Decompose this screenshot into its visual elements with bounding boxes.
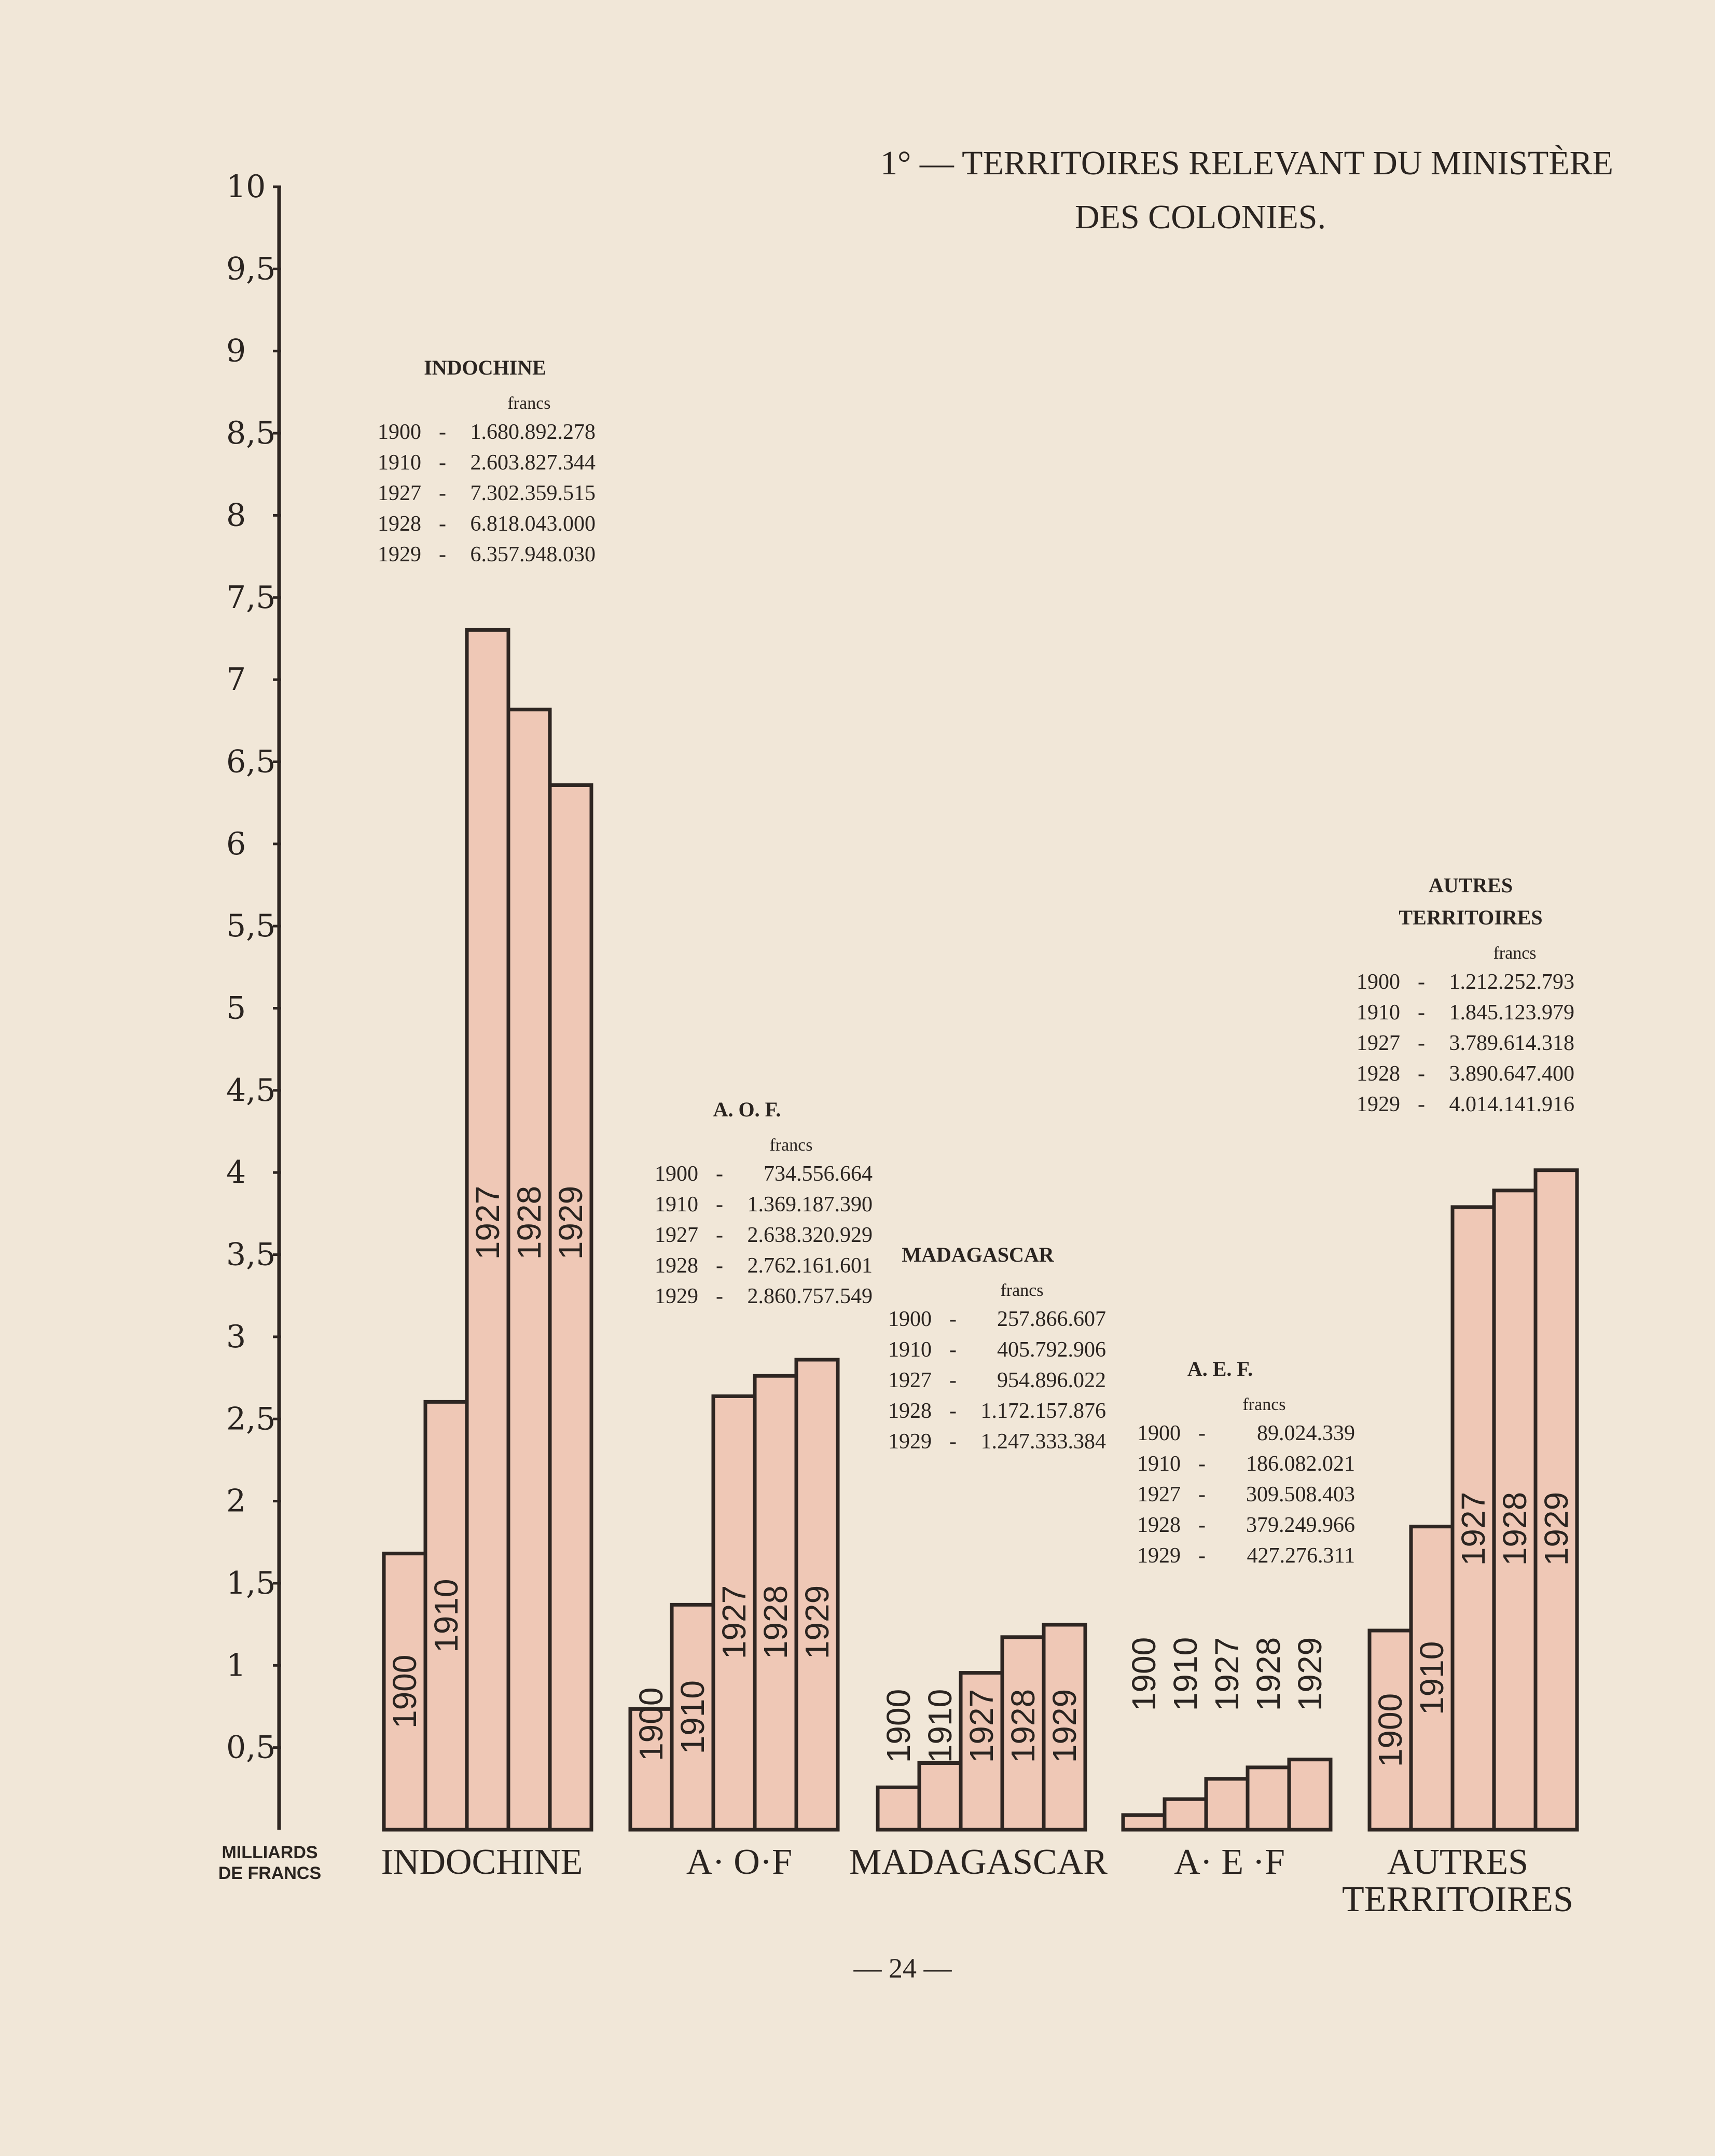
value-block-title: INDOCHINE: [424, 356, 546, 379]
value-block-dash: -: [716, 1193, 723, 1217]
value-block-dash: -: [1418, 1031, 1425, 1055]
bar-year-label: 1929: [798, 1585, 836, 1660]
value-block-year: 1929: [655, 1284, 698, 1308]
bar: [1165, 1799, 1206, 1830]
value-block-dash: -: [439, 420, 446, 444]
value-block-year: 1910: [1137, 1452, 1181, 1476]
value-block-unit: francs: [1493, 944, 1537, 963]
value-block-dash: -: [439, 543, 446, 566]
bar-year-label: 1927: [715, 1585, 753, 1660]
bar-year-label: 1929: [1291, 1637, 1329, 1711]
value-block-amount: 954.896.022: [997, 1369, 1106, 1392]
value-block-dash: -: [716, 1223, 723, 1247]
value-block-amount: 1.369.187.390: [747, 1193, 873, 1217]
value-block-dash: -: [1418, 1093, 1425, 1116]
bar-group-0: [382, 630, 593, 1830]
value-block-year: 1910: [888, 1338, 932, 1362]
bar-group-4: [1368, 1170, 1579, 1830]
y-tick-label: 5,5: [226, 908, 276, 945]
y-tick-label: 2,5: [226, 1401, 276, 1438]
bar: [550, 785, 591, 1830]
y-tick-label: 7,5: [226, 579, 276, 616]
value-block-amount: 734.556.664: [764, 1162, 873, 1186]
value-block-dash: -: [716, 1284, 723, 1308]
value-block-title: TERRITOIRES: [1399, 906, 1543, 929]
bar-year-label: 1910: [427, 1579, 465, 1653]
value-block-year: 1929: [1137, 1544, 1181, 1568]
value-block-dash: -: [949, 1430, 957, 1454]
value-block-year: 1929: [378, 543, 421, 566]
value-block-dash: -: [1198, 1483, 1206, 1507]
bar-year-label: 1927: [1208, 1637, 1246, 1711]
bar-group-1: [629, 1360, 839, 1830]
group-label: TERRITOIRES: [1342, 1879, 1573, 1919]
y-tick-label: 4,5: [226, 1072, 276, 1109]
value-block-amount: 379.249.966: [1246, 1513, 1355, 1537]
value-block-amount: 6.818.043.000: [470, 512, 596, 536]
value-block-amount: 89.024.339: [1257, 1421, 1355, 1445]
y-tick-label: 8,5: [226, 415, 276, 452]
value-block-dash: -: [949, 1399, 957, 1423]
value-block-amount: 2.638.320.929: [747, 1223, 873, 1247]
value-block-unit: francs: [1242, 1395, 1286, 1414]
value-block-dash: -: [716, 1254, 723, 1278]
value-block-year: 1910: [655, 1193, 698, 1217]
bar-year-label: 1929: [1538, 1491, 1575, 1566]
page-number: — 24 —: [853, 1953, 952, 1984]
value-block-amount: 7.302.359.515: [470, 481, 596, 505]
value-block-year: 1910: [1357, 1001, 1400, 1025]
value-block-amount: 3.789.614.318: [1449, 1031, 1574, 1055]
y-axis-unit-label: MILLIARDS: [222, 1843, 318, 1862]
y-tick-label: 5: [226, 990, 246, 1027]
value-block-dash: -: [439, 451, 446, 475]
y-tick-label: 4: [226, 1154, 246, 1191]
value-block-amount: 1.845.123.979: [1449, 1001, 1574, 1025]
value-block-dash: -: [1418, 1001, 1425, 1025]
bar-year-label: 1928: [1496, 1491, 1533, 1566]
value-block-dash: -: [1198, 1513, 1206, 1537]
value-block-year: 1927: [1137, 1483, 1181, 1507]
bar-year-label: 1927: [469, 1185, 506, 1260]
bar-year-label: 1900: [1372, 1693, 1409, 1767]
value-block-dash: -: [949, 1307, 957, 1331]
bar-year-label: 1910: [1413, 1641, 1450, 1716]
value-block-year: 1929: [888, 1430, 932, 1454]
bar: [508, 710, 550, 1830]
value-block-year: 1900: [378, 420, 421, 444]
y-tick-label: 9: [226, 333, 246, 369]
bar: [1248, 1767, 1289, 1830]
y-tick-label: 8: [226, 497, 246, 534]
bar-year-label: 1927: [963, 1689, 1000, 1763]
bar-year-label: 1928: [1004, 1689, 1042, 1763]
value-block-dash: -: [1198, 1544, 1206, 1568]
value-block-year: 1927: [888, 1369, 932, 1392]
y-tick-label: 3,5: [226, 1236, 276, 1273]
value-block-amount: 1.680.892.278: [470, 420, 596, 444]
value-block-amount: 1.172.157.876: [980, 1399, 1106, 1423]
value-block-year: 1927: [1357, 1031, 1400, 1055]
bar-year-label: 1929: [552, 1185, 589, 1260]
bar-year-label: 1927: [1455, 1491, 1492, 1566]
value-block-dash: -: [1198, 1421, 1206, 1445]
value-block-amount: 2.762.161.601: [747, 1254, 873, 1278]
value-block-year: 1900: [1137, 1421, 1181, 1445]
value-block-year: 1928: [1357, 1062, 1400, 1086]
value-block-amount: 405.792.906: [997, 1338, 1106, 1362]
value-block-0: [378, 356, 596, 566]
value-block-amount: 1.212.252.793: [1449, 970, 1574, 994]
value-block-year: 1928: [1137, 1513, 1181, 1537]
bar-year-label: 1928: [757, 1585, 794, 1660]
value-block-dash: -: [1198, 1452, 1206, 1476]
value-block-year: 1927: [655, 1223, 698, 1247]
bar-year-label: 1910: [1167, 1637, 1204, 1711]
value-block-amount: 1.247.333.384: [980, 1430, 1106, 1454]
bar-year-label: 1900: [1125, 1637, 1163, 1711]
y-tick-label: 6,5: [226, 743, 276, 780]
value-block-amount: 309.508.403: [1246, 1483, 1355, 1507]
bar-year-label: 1910: [921, 1689, 959, 1763]
bar-year-label: 1928: [510, 1185, 548, 1260]
group-label: A· O·F: [686, 1842, 793, 1882]
bar-year-label: 1928: [1250, 1637, 1287, 1711]
value-block-title: AUTRES: [1428, 874, 1513, 897]
value-block-amount: 2.603.827.344: [470, 451, 596, 475]
bar: [1123, 1815, 1165, 1830]
chart-title-line2: DES COLONIES.: [1074, 198, 1326, 236]
group-label: INDOCHINE: [381, 1842, 583, 1882]
group-label: A· E ·F: [1174, 1842, 1285, 1882]
value-block-unit: francs: [1000, 1281, 1044, 1300]
bar: [1206, 1779, 1248, 1830]
y-tick-label: 6: [226, 825, 246, 862]
y-tick-label: 1,5: [226, 1565, 276, 1601]
value-block-title: MADAGASCAR: [902, 1243, 1054, 1266]
value-block-dash: -: [1418, 1062, 1425, 1086]
value-block-year: 1929: [1357, 1093, 1400, 1116]
bar: [878, 1787, 919, 1830]
y-axis-unit-label: DE FRANCS: [218, 1863, 322, 1883]
value-block-year: 1900: [655, 1162, 698, 1186]
value-block-year: 1900: [1357, 970, 1400, 994]
value-block-amount: 186.082.021: [1246, 1452, 1355, 1476]
value-block-year: 1910: [378, 451, 421, 475]
chart-title-line1: 1° — TERRITOIRES RELEVANT DU MINISTÈRE: [880, 144, 1613, 182]
y-tick-label: 2: [226, 1483, 246, 1519]
value-block-year: 1928: [378, 512, 421, 536]
bar-group-3: [1122, 1637, 1332, 1830]
value-block-title: A. O. F.: [713, 1098, 781, 1121]
value-block-3: [1137, 1357, 1355, 1568]
value-block-dash: -: [716, 1162, 723, 1186]
value-block-dash: -: [949, 1338, 957, 1362]
value-block-dash: -: [439, 481, 446, 505]
group-label: MADAGASCAR: [849, 1842, 1108, 1882]
value-block-amount: 2.860.757.549: [747, 1284, 873, 1308]
value-block-dash: -: [439, 512, 446, 536]
value-block-dash: -: [1418, 970, 1425, 994]
value-block-unit: francs: [507, 394, 551, 413]
value-block-amount: 3.890.647.400: [1449, 1062, 1574, 1086]
value-block-dash: -: [949, 1369, 957, 1392]
y-tick-label: 1: [226, 1647, 246, 1684]
y-tick-label: 9,5: [226, 251, 276, 287]
value-block-amount: 257.866.607: [997, 1307, 1106, 1331]
bar-year-label: 1900: [386, 1654, 423, 1729]
group-label: AUTRES: [1387, 1842, 1529, 1882]
bar-year-label: 1929: [1046, 1689, 1083, 1763]
value-block-amount: 4.014.141.916: [1449, 1093, 1574, 1116]
bar-year-label: 1900: [632, 1687, 670, 1761]
value-block-2: [888, 1243, 1106, 1454]
y-tick-label: 7: [226, 661, 246, 698]
value-block-year: 1928: [655, 1254, 698, 1278]
y-tick-label: 0,5: [226, 1729, 276, 1766]
bar-year-label: 1910: [674, 1680, 711, 1754]
value-block-unit: francs: [769, 1136, 813, 1155]
value-block-year: 1900: [888, 1307, 932, 1331]
y-tick-label: 10: [226, 169, 266, 205]
bar: [1289, 1760, 1331, 1830]
value-block-amount: 6.357.948.030: [470, 543, 596, 566]
value-block-year: 1928: [888, 1399, 932, 1423]
value-block-amount: 427.276.311: [1247, 1544, 1355, 1568]
value-block-year: 1927: [378, 481, 421, 505]
value-block-title: A. E. F.: [1187, 1357, 1253, 1380]
y-tick-label: 3: [226, 1318, 246, 1355]
value-block-1: [655, 1098, 873, 1308]
value-block-4: [1357, 874, 1574, 1116]
bar-group-2: [876, 1625, 1087, 1830]
bar: [919, 1763, 961, 1830]
bar-year-label: 1900: [880, 1689, 917, 1763]
